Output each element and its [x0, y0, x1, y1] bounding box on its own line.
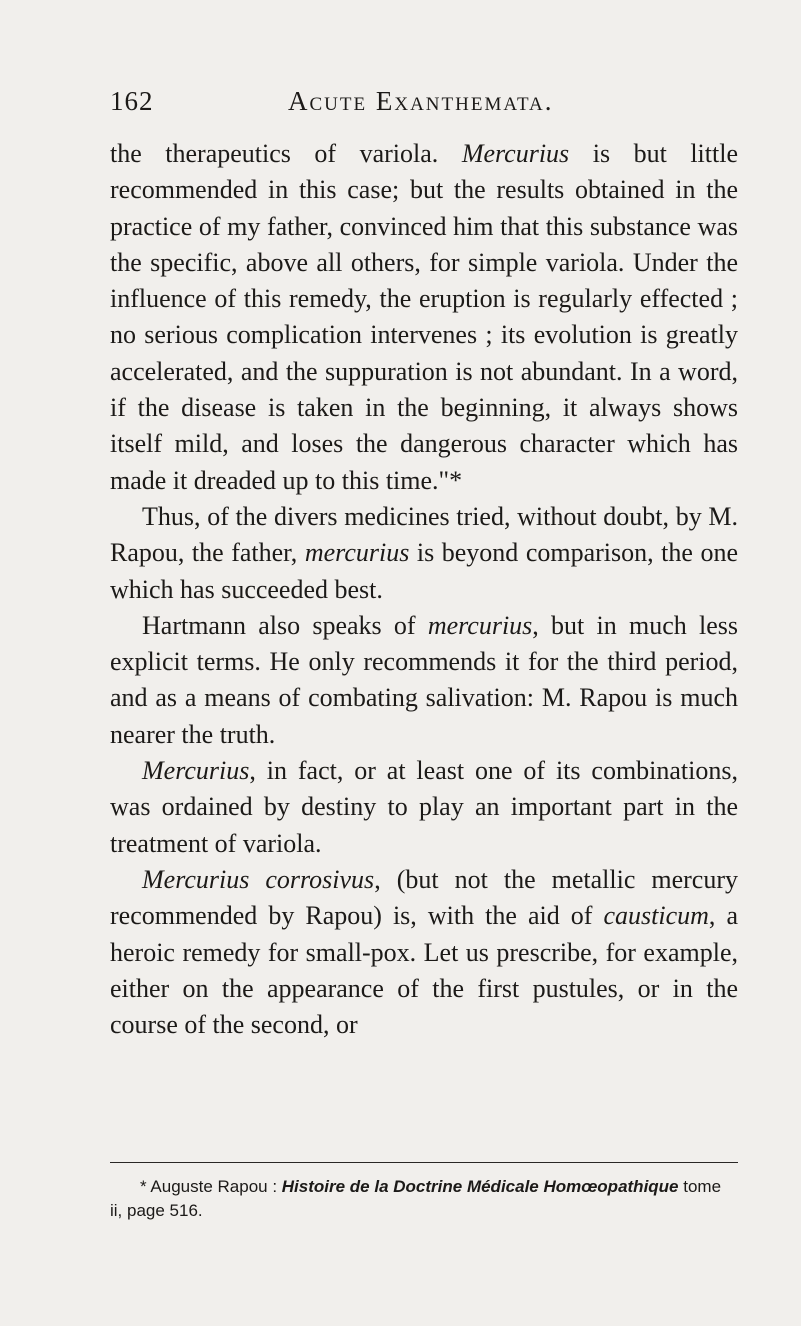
- italic-term: Mercurius: [461, 139, 570, 168]
- italic-term: causticum: [603, 901, 709, 931]
- paragraph-1: the therapeutics of variola. Mercurius is but little recommended in this case; but the results obtained in the practice of my father, convinced him that this substance was the specific, above all others, for simple variola. Under the influence of this remedy, the eruption is regularly effected ; no serious complication intervenes ; its evolution is greatly accelerated, and the suppuration is not abundant. In a word, if the disease is taken in the beginning, it always shows itself mild, and loses the dangerous character which has made it dreaded up to this time."*: [110, 139, 738, 495]
- italic-term: Mercurius: [142, 756, 250, 786]
- footnote-divider: [110, 1162, 738, 1163]
- paragraph-4: Mercurius, in fact, or at least one of its combinations, was ordained by destiny to play an important part in the treatment of variola.: [110, 756, 738, 858]
- italic-term: mercurius: [304, 538, 410, 568]
- paragraph-2: Thus, of the divers medicines tried, without doubt, by M. Rapou, the father, mercurius is beyond comparison, the one which has succeeded best.: [110, 501, 738, 604]
- footnote: * Auguste Rapou : Histoire de la Doctrine Médicale Homœopathique tome ii, page 516.: [110, 1177, 722, 1220]
- paragraph-3: Hartmann also speaks of mercurius, but in much less explicit terms. He only recommends it for the third period, and as a means of combating salivation: M. Rapou is much nearer the truth.: [110, 610, 738, 749]
- italic-term: Mercurius corrosivus: [142, 864, 375, 894]
- page-number: 162: [110, 86, 154, 116]
- paragraph-5: Mercurius corrosivus, (but not the metallic mercury recommended by Rapou) is, with the aid of causticum, a heroic remedy for small-pox. Let us prescribe, for example, either on the appearance of the first pustules, or in the course of the second, or: [110, 864, 738, 1040]
- footnote-book-title: Histoire de la Doctrine Médicale Homœopathique: [281, 1177, 679, 1196]
- italic-term: mercurius: [427, 610, 533, 640]
- running-title: Acute Exanthemata.: [288, 86, 554, 116]
- body-text: [110, 136, 738, 1043]
- running-header: [110, 86, 730, 117]
